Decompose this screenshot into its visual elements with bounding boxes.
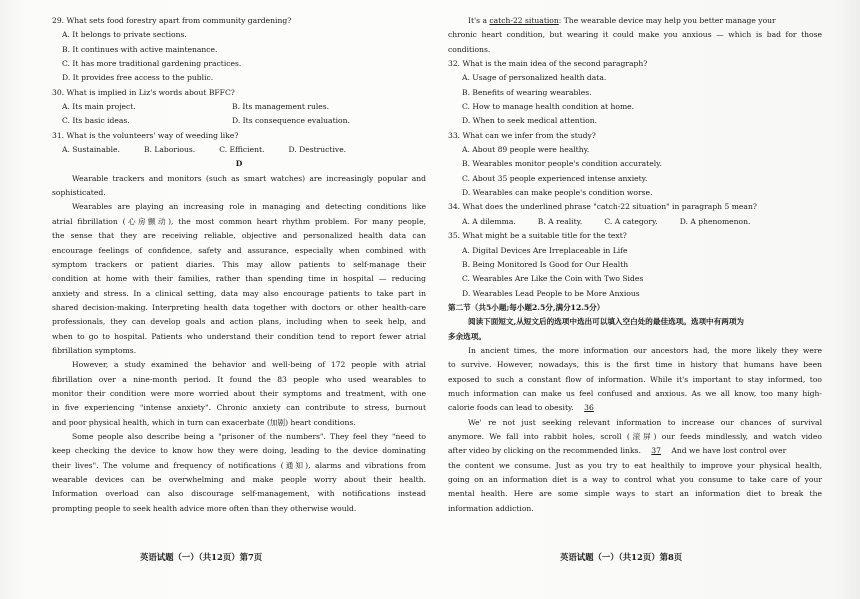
q34-option-a: A. A dilemma.: [462, 216, 516, 226]
q35-option-a: A. Digital Devices Are Irreplaceable in Life: [462, 245, 628, 255]
passage-p5-rest: : The wearable device may help you better manage your: [558, 16, 776, 25]
passage-p5-first-line: [448, 14, 822, 28]
q29-option-a: A. It belongs to private sections.: [62, 30, 187, 40]
passage-p1-line: sophisticated.: [52, 188, 106, 198]
q30-stem: 30. What is implied in Liz's words about BFFC?: [52, 87, 235, 97]
section-heading: D: [235, 159, 243, 169]
passage-p2-line: the sense that they are receiving reliable, objective and personalized health data can: [52, 231, 426, 241]
q31-option-c: C. Efficient.: [219, 145, 265, 155]
q34-options: [448, 215, 822, 229]
q35-option-c: C. Wearables Are Like the Coin with Two Sides: [462, 274, 644, 284]
passage-p2-line: shared decision-making. Interpreting health data together with doctors or other health-care: [52, 302, 426, 312]
passage-p5-line: conditions.: [448, 44, 491, 54]
cloze-p2-line: mental health. Here are some simple ways to start an information diet to break the: [448, 489, 822, 499]
passage-p2-line: condition at home with their families, rather than spending time in hospital — reducing: [52, 274, 426, 284]
passage-p3-line: and poor physical health, which in turn can exacerbate (加剧) heart conditions.: [52, 417, 356, 427]
q29-stem: 29. What sets food forestry apart from community gardening?: [52, 16, 292, 25]
passage-p2-line: fibrillation symptoms.: [52, 345, 137, 355]
q34-option-b: B. A reality.: [537, 216, 583, 226]
part2-title: 第二节（共5小题;每小题2.5分,满分12.5分）: [448, 302, 605, 312]
cloze-p2-line: going on an information diet is a way to control what you consume to take care of your: [448, 475, 822, 484]
cloze-p2-text-a: after video by clicking on the recommended links.: [448, 446, 641, 456]
passage-p4-line: Some people also describe being a "prisoner of the numbers". They feel they "need to: [72, 431, 426, 441]
q32-option-c: C. How to manage health condition at home.: [462, 102, 635, 112]
page-footer-left: 英语试题（一）（共12页）第7页: [140, 552, 263, 562]
passage-p4-line: prompting people to seek health advice more often than they otherwise would.: [52, 503, 357, 513]
part2-instructions-line: 阅读下面短文,从短文后的选项中选出可以填入空白处的最佳选项。选项中有两项为: [468, 317, 745, 327]
q29-option-c: C. It has more traditional gardening practices.: [62, 59, 242, 69]
q29-option-b: B. It continues with active maintenance.: [62, 44, 218, 54]
cloze-p1-line: to survive. However, nowadays, this is the first time in history that humans have been: [448, 360, 822, 370]
passage-p2-line: professionals, they can develop goals and action plans, including when to seek help, and: [52, 317, 426, 327]
passage-p3-line: in five experiencing "intense anxiety". Chronic anxiety can contribute to stress, burnout: [52, 403, 426, 413]
passage-p4-line: keep checking the device to know how they were doing, leading to the device dominating: [52, 446, 426, 456]
q30-option-b: B. Its management rules.: [232, 102, 330, 112]
cloze-p2-blank-line: [448, 444, 822, 458]
q31-option-a: A. Sustainable.: [62, 145, 120, 155]
q32-stem: 32. What is the main idea of the second paragraph?: [448, 59, 648, 69]
q31-options: [52, 143, 426, 157]
part2-instructions-line: 多余选项。: [448, 331, 486, 341]
q33-option-c: C. About 35 people experienced intense anxiety.: [462, 173, 648, 183]
q30-options-row1: [52, 100, 426, 114]
q30-option-a: A. Its main project.: [62, 102, 136, 112]
passage-p5-lead: It's a: [468, 16, 490, 25]
q33-option-d: D. Wearables can make people's condition worse.: [462, 188, 653, 198]
q32-option-a: A. Usage of personalized health data.: [462, 73, 607, 83]
cloze-p1-line: much information can make us feel confused and anxious. As we all know, too many high-: [448, 388, 822, 398]
q34-stem: 34. What does the underlined phrase "catch-22 situation" in paragraph 5 mean?: [448, 202, 757, 212]
cloze-p1-last-text: calorie foods can lead to obesity.: [448, 403, 574, 413]
q32-option-b: B. Benefits of wearing wearables.: [462, 87, 592, 97]
passage-p2-line: encourage feelings of confidence, safety and assurance, especially when combined with: [52, 245, 426, 255]
blank-37: 37: [651, 446, 661, 456]
passage-p2-line: Wearables are playing an increasing role in managing and detecting conditions like: [72, 202, 426, 212]
passage-p4-line: wearable devices can be overwhelming and make people worry about their health.: [52, 475, 426, 484]
passage-p2-line: symptom trackers or patient diaries. This may allow patients to self-manage their: [52, 259, 426, 269]
q30-option-d: D. Its consequence evaluation.: [232, 116, 350, 126]
q33-option-a: A. About 89 people were healthy.: [462, 145, 590, 155]
passage-p1-line: Wearable trackers and monitors (such as smart watches) are increasingly popular and: [72, 173, 426, 183]
cloze-p1-line: exposed to such a constant flow of information. While it's important to stay informed, too: [448, 374, 822, 384]
q31-option-d: D. Destructive.: [288, 145, 347, 155]
q33-option-b: B. Wearables monitor people's condition accurately.: [462, 159, 662, 169]
passage-p3-line: fibrillation over a nine-month period. It found the 83 people who used wearables to: [52, 374, 426, 384]
q30-options-row2: [52, 114, 426, 128]
q30-option-c: C. Its basic ideas.: [62, 116, 130, 126]
cloze-p1-line: In ancient times, the more information our ancestors had, the more likely they were: [468, 345, 822, 355]
cloze-p2-line: anymore. We fall into rabbit holes, scroll (滚屏) our feeds mindlessly, and watch video: [448, 431, 822, 441]
left-page: [52, 14, 426, 516]
catch22-underlined-phrase: catch-22 situation: [489, 16, 559, 25]
q31-option-b: B. Laborious.: [143, 145, 196, 155]
passage-p2-line: atrial fibrillation (心房颤动), the most common heart rhythm problem. For many people,: [52, 216, 426, 226]
passage-p2-line: when to go to hospital. Patients who understand their condition tend to report fewer atrial: [52, 331, 426, 341]
passage-p4-line: Information overload can also discourage self-management, with notifications instead: [52, 489, 426, 499]
q35-option-b: B. Being Monitored Is Good for Our Health: [462, 259, 629, 269]
cloze-p2-line: We' re not just seeking relevant information to increase our chances of survival: [468, 417, 822, 427]
cloze-p1-last-line: [448, 401, 822, 415]
q35-option-d: D. Wearables Lead People to be More Anxious: [462, 288, 640, 298]
passage-p4-line: their lives". The volume and frequency of notifications (通知), alarms and vibrations from: [52, 460, 426, 470]
q33-stem: 33. What can we infer from the study?: [448, 130, 596, 140]
q34-option-d: D. A phenomenon.: [679, 216, 751, 226]
q29-option-d: D. It provides free access to the public.: [62, 73, 214, 83]
cloze-p2-line: information addiction.: [448, 503, 534, 513]
q34-option-c: C. A category.: [604, 216, 658, 226]
cloze-p2-text-b: And we have lost control over: [671, 446, 787, 456]
q31-stem: 31. What is the volunteers' way of weeding like?: [52, 130, 239, 140]
passage-p3-line: monitor their condition were more worried about their symptoms and treatment, with one: [52, 388, 426, 398]
passage-p2-line: anxiety and stress. In a clinical setting, data may also encourage patients to take part in: [52, 288, 426, 298]
q32-option-d: D. When to seek medical attention.: [462, 116, 598, 126]
cloze-p2-line: the content we consume. Just as you try to eat healthily to improve your physical health,: [448, 460, 822, 470]
passage-p5-line: chronic heart condition, but wearing it could make you anxious — which is bad for those: [448, 30, 822, 40]
passage-p3-line: However, a study examined the behavior and well-being of 172 people with atrial: [72, 360, 426, 370]
right-page: [448, 14, 822, 516]
q35-stem: 35. What might be a suitable title for the text?: [448, 231, 627, 241]
page-footer-right: 英语试题（一）（共12页）第8页: [560, 552, 683, 562]
blank-36: 36: [584, 403, 594, 413]
